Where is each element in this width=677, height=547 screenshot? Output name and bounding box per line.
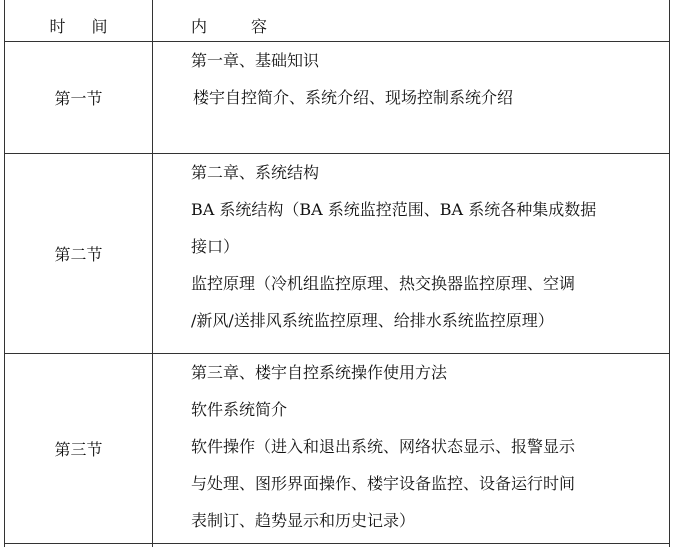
content-line: 第二章、系统结构 (191, 163, 320, 182)
session-time-cell: 第一节 (5, 42, 153, 154)
content-line: 软件系统简介 (191, 400, 288, 419)
session-content-cell (153, 42, 670, 154)
content-line: /新风/送排风系统监控原理、给排水系统监控原理） (191, 311, 554, 330)
session-content-cell-cut-off (153, 544, 670, 547)
header-time-char-1: 时 (49, 16, 66, 36)
content-line: 监控原理（冷机组监控原理、热交换器监控原理、空调 (191, 274, 576, 293)
table-row-cut-off (5, 544, 670, 547)
table-header-row (5, 0, 670, 42)
content-line: 第三章、楼宇自控系统操作使用方法 (191, 363, 448, 382)
content-line: 接口） (191, 237, 240, 256)
content-line: 与处理、图形界面操作、楼宇设备监控、设备运行时间 (191, 474, 576, 493)
table-row (5, 354, 670, 544)
header-content-char-1: 内 (191, 16, 208, 36)
session-content-cell (153, 154, 670, 354)
content-line: 楼宇自控简介、系统介绍、现场控制系统介绍 (193, 88, 514, 107)
header-time-char-2: 间 (91, 16, 108, 36)
content-line: 表制订、趋势显示和历史记录） (191, 511, 416, 530)
session-content-cell (153, 354, 670, 544)
course-schedule-table (4, 0, 670, 547)
session-time-cell: 第三节 (5, 354, 153, 544)
content-line: 第一章、基础知识 (191, 51, 320, 70)
content-line: BA 系统结构（BA 系统监控范围、BA 系统各种集成数据 (191, 200, 597, 219)
header-time-cell (5, 0, 153, 42)
table-row (5, 154, 670, 354)
session-time-cell: 第二节 (5, 154, 153, 354)
header-content-char-2: 容 (251, 16, 268, 36)
table-row (5, 42, 670, 154)
session-time-cell-cut-off (5, 544, 153, 547)
header-content-cell (153, 0, 670, 42)
content-line: 软件操作（进入和退出系统、网络状态显示、报警显示 (191, 437, 576, 456)
